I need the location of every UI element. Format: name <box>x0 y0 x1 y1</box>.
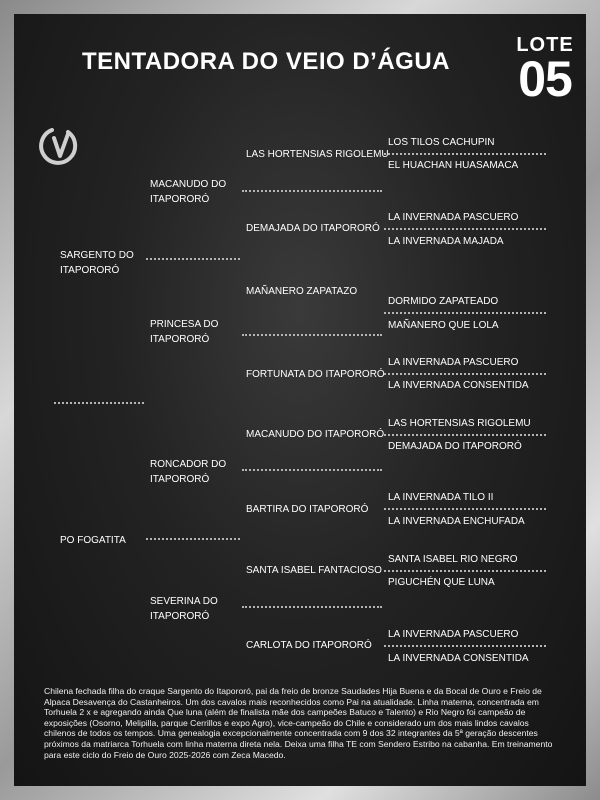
gen3-name: LAS HORTENSIAS RIGOLEMU <box>246 149 389 160</box>
sire-sire-name: MACANUDO DO ITAPORORÓ <box>150 179 227 205</box>
gen3-name: MAÑANERO ZAPATAZO <box>246 286 358 297</box>
horse-title: TENTADORA DO VEIO D’ÁGUA <box>82 48 451 75</box>
connector-line <box>384 373 546 375</box>
gen4-name: LA INVERNADA MAJADA <box>388 236 504 247</box>
gen4-name: PIGUCHÉN QUE LUNA <box>388 577 495 588</box>
connector-line <box>242 190 382 192</box>
connector-line <box>54 402 144 404</box>
gen4-name: LA INVERNADA CONSENTIDA <box>388 653 529 664</box>
connector-line <box>242 606 382 608</box>
sire-dam-name: PRINCESA DO ITAPORORÓ <box>150 319 219 345</box>
gen3-name: DEMAJADA DO ITAPORORÓ <box>246 223 380 234</box>
connector-line <box>384 312 546 314</box>
gen4-name: DEMAJADA DO ITAPORORÓ <box>388 441 522 452</box>
gen3-name: SANTA ISABEL FANTACIOSO <box>246 565 382 576</box>
dam-name: PO FOGATITA <box>60 535 126 546</box>
connector-line <box>384 434 546 436</box>
horse-description: Chilena fechada filha do craque Sargento do Itapororó, pai da freio de bronze Saudades Hija Buena e da Bocal de Ouro e Freio de Alpaca Desavença do Castanheiros. Um dos cavalos mais reconhecidos como Pai na atualidade. Linha materna, concentrada em Torhuela 2 x e agregando ainda Que luna (além de finalista mãe dos campeões Batuco e Talento) e Rio Negro foi campeão de exposições (Osorno, Melipilla, parque Cerrillos e expo Agro), vice-campeão do Chile e considerado um dos mais lindos cavalos chilenos de todos os tempos. Uma genealogia excepcionalmente concentrada com 9 dos 32 integrantes da 5ª geração descentes próximos da matriarca Torhuela com linha materna direta nela. Deixa uma filha TE com Sendero Estribo na cabanha. Em treinamento para este ciclo do Freio de Ouro 2025-2026 com Zeca Macedo. <box>44 686 553 760</box>
gen3-name: MACANUDO DO ITAPORORÓ <box>246 429 385 440</box>
gen4-name: LOS TILOS CACHUPIN <box>388 137 495 148</box>
gen4-name: MAÑANERO QUE LOLA <box>388 320 499 331</box>
gen3-name: CARLOTA DO ITAPORORÓ <box>246 640 372 651</box>
gen4-name: LA INVERNADA ENCHUFADA <box>388 516 525 527</box>
sire-name: SARGENTO DO ITAPORORÓ <box>60 250 134 276</box>
gen4-name: LA INVERNADA TILO II <box>388 492 494 503</box>
lote-label: LOTE <box>516 34 574 56</box>
dam-dam-name: SEVERINA DO ITAPORORÓ <box>150 596 218 622</box>
connector-line <box>384 570 546 572</box>
gen3-name: FORTUNATA DO ITAPORORÓ <box>246 369 385 380</box>
gen4-name: LA INVERNADA PASCUERO <box>388 629 519 640</box>
connector-line <box>384 508 546 510</box>
connector-line <box>146 538 240 540</box>
connector-line <box>242 469 382 471</box>
connector-line <box>384 228 546 230</box>
dam-sire-name: RONCADOR DO ITAPORORÓ <box>150 459 227 485</box>
gen4-name: LA INVERNADA PASCUERO <box>388 212 519 223</box>
gen4-name: LA INVERNADA CONSENTIDA <box>388 380 529 391</box>
connector-line <box>384 153 546 155</box>
connector-line <box>242 334 382 336</box>
connector-line <box>384 645 546 647</box>
gen3-name: BARTIRA DO ITAPORORÓ <box>246 504 369 515</box>
gen4-name: LAS HORTENSIAS RIGOLEMU <box>388 418 531 429</box>
lot-card <box>14 14 586 786</box>
gen4-name: LA INVERNADA PASCUERO <box>388 357 519 368</box>
v-circle-logo-icon <box>38 124 78 170</box>
lote-number: 05 <box>518 51 572 107</box>
gen4-name: SANTA ISABEL RIO NEGRO <box>388 554 518 565</box>
gen4-name: EL HUACHAN HUASAMACA <box>388 160 519 171</box>
connector-line <box>146 258 240 260</box>
gen4-name: DORMIDO ZAPATEADO <box>388 296 499 307</box>
